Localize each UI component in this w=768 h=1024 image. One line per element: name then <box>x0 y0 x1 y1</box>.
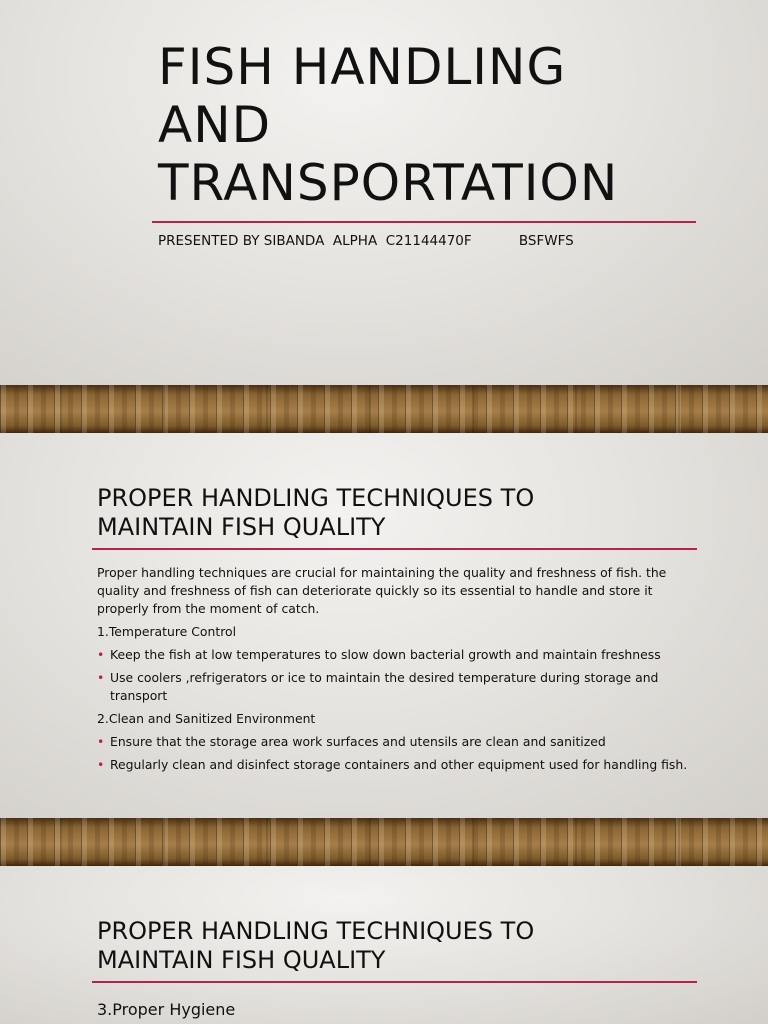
bullet-icon: • <box>97 647 105 662</box>
wood-floor-divider <box>0 818 768 866</box>
wood-floor-divider <box>0 385 768 433</box>
title-divider <box>152 221 696 223</box>
list-item <box>97 646 697 664</box>
slide-3-heading: PROPER HANDLING TECHNIQUES TO MAINTAIN FISH QUALITY <box>97 917 535 974</box>
list-item <box>97 756 697 774</box>
slide-3-divider <box>92 981 697 983</box>
list-item-text: Ensure that the storage area work surfaces and utensils are clean and sanitized <box>110 734 606 749</box>
slide-2-body <box>97 564 697 779</box>
list-item-text: Regularly clean and disinfect storage containers and other equipment used for handling fish. <box>110 757 688 772</box>
section-temperature-control: 1.Temperature Control <box>97 624 237 639</box>
slide-1 <box>0 0 768 385</box>
bullet-list-temperature <box>97 646 697 705</box>
bullet-icon: • <box>97 734 105 749</box>
list-item-text: Use coolers ,refrigerators or ice to maintain the desired temperature during storage and transport <box>110 670 659 703</box>
list-item-text: Keep the fish at low temperatures to slow down bacterial growth and maintain freshness <box>110 647 661 662</box>
list-item <box>97 733 697 751</box>
presenter-subtitle: PRESENTED BY SIBANDA ALPHA C21144470F BSFWFS <box>158 233 574 249</box>
slide-2-heading: PROPER HANDLING TECHNIQUES TO MAINTAIN FISH QUALITY <box>97 484 535 541</box>
presentation-title: FISH HANDLING AND TRANSPORTATION <box>158 38 619 212</box>
intro-paragraph: Proper handling techniques are crucial for maintaining the quality and freshness of fish. the quality and freshness of fish can deteriorate quickly so its essential to handle and store it properly from the moment of catch. <box>97 565 667 616</box>
list-item <box>97 669 697 705</box>
bullet-icon: • <box>97 670 105 685</box>
bullet-list-clean <box>97 733 697 774</box>
section-proper-hygiene: 3.Proper Hygiene <box>97 1000 236 1019</box>
section-clean-environment: 2.Clean and Sanitized Environment <box>97 711 316 726</box>
bullet-icon: • <box>97 757 105 772</box>
slide-2-divider <box>92 548 697 550</box>
